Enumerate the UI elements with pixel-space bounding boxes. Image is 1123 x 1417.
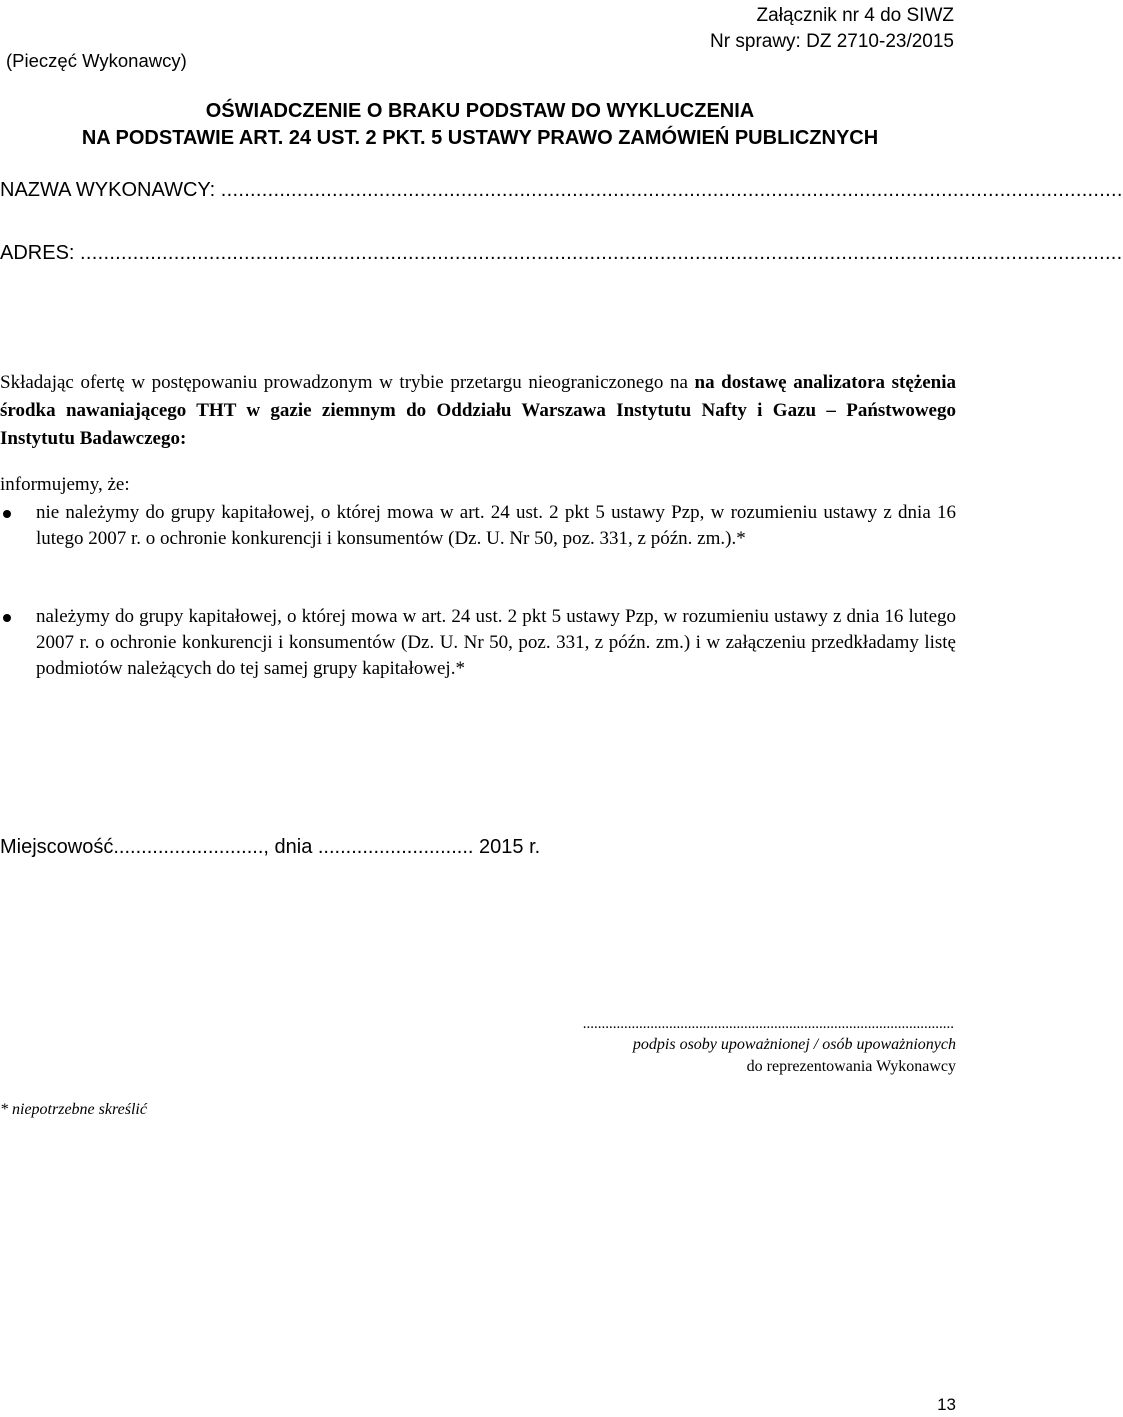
annex-number: Załącznik nr 4 do SIWZ — [756, 5, 954, 26]
document-title — [0, 98, 960, 152]
inform-label: informujemy, że: — [0, 474, 130, 495]
place-date-line: Miejscowość..........................., dnia ............................ 2015 r. — [0, 836, 541, 858]
page-number: 13 — [937, 1395, 956, 1414]
address-blank: .................................................................................................................................................................................. — [80, 242, 1123, 264]
bullet-icon — [3, 614, 11, 622]
signature-blank: ................................................................................................... — [582, 1016, 954, 1032]
footnote: * niepotrzebne skreślić — [0, 1101, 147, 1118]
option-not-member — [0, 500, 956, 552]
procurement-subject: na dostawę analizatora stężenia środka nawaniającego THT w gazie ziemnym do Oddziału Warszawa Instytutu Nafty i Gazu – Państwowego Instytutu Badawczego: — [0, 372, 956, 449]
case-number: Nr sprawy: DZ 2710-23/2015 — [710, 31, 954, 52]
title-line-2: NA PODSTAWIE ART. 24 UST. 2 PKT. 5 USTAWY PRAWO ZAMÓWIEŃ PUBLICZNYCH — [81, 127, 879, 149]
address-label: ADRES: — [0, 242, 81, 264]
contractor-name-field — [0, 179, 1123, 202]
contractor-name-label: NAZWA WYKONAWCY: — [0, 179, 221, 201]
contractor-name-blank: .......................................................................................................................................................... — [220, 179, 1123, 201]
declaration-intro — [0, 369, 956, 453]
signature-caption-2: do reprezentowania Wykonawcy — [746, 1058, 956, 1075]
annex-header — [710, 3, 954, 55]
bullet-icon — [3, 510, 11, 518]
title-line-1: OŚWIADCZENIE O BRAKU PODSTAW DO WYKLUCZENIA — [205, 100, 755, 122]
option-member — [0, 604, 956, 682]
contractor-stamp-label: (Pieczęć Wykonawcy) — [6, 50, 187, 71]
signature-caption: podpis osoby upoważnionej / osób upoważnionych — [632, 1036, 956, 1053]
address-field — [0, 242, 1123, 265]
intro-text: Składając ofertę w postępowaniu prowadzonym w trybie przetargu nieograniczonego na — [0, 372, 695, 393]
option-member-text: należymy do grupy kapitałowej, o której mowa w art. 24 ust. 2 pkt 5 ustawy Pzp, w rozumieniu ustawy z dnia 16 lutego 2007 r. o ochronie konkurencji i konsumentów (Dz. U. Nr 50, poz. 331, z późn. zm.) i w załączeniu przedkładamy listę podmiotów należących do tej samej grupy kapitałowej.* — [36, 606, 956, 679]
option-not-member-text: nie należymy do grupy kapitałowej, o której mowa w art. 24 ust. 2 pkt 5 ustawy Pzp, w rozumieniu ustawy z dnia 16 lutego 2007 r. o ochronie konkurencji i konsumentów (Dz. U. Nr 50, poz. 331, z późn. zm.).* — [36, 502, 956, 549]
